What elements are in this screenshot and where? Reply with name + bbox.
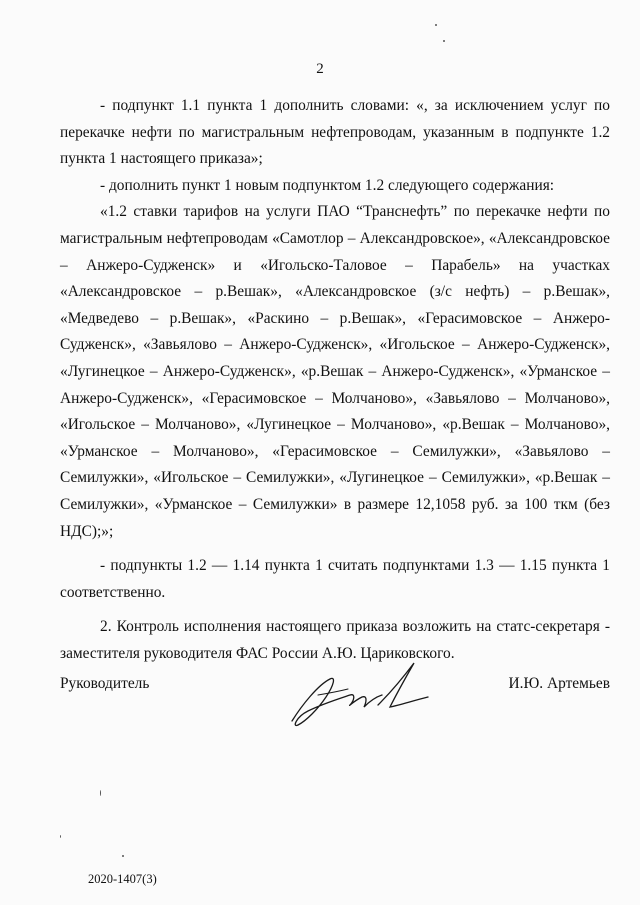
scan-speck	[435, 24, 437, 26]
signatory-name: И.Ю. Артемьев	[508, 675, 610, 692]
page-number: 2	[316, 61, 324, 77]
document-code: 2020-1407(3)	[88, 872, 157, 886]
signatory-title: Руководитель	[60, 675, 150, 692]
paragraph-renumber: - подпункты 1.2 — 1.14 пункта 1 считать подпунктами 1.3 — 1.15 пункта 1 соответственно.	[60, 557, 610, 601]
paragraph-amend-1-1: - подпункт 1.1 пункта 1 дополнить словами: «, за исключением услуг по перекачке нефти по магистральным нефтепроводам, указанным в подпункте 1.2 пункта 1 настоящего приказа»;	[60, 97, 610, 168]
paragraph-control: 2. Контроль исполнения настоящего приказа возложить на статс-секретаря - заместителя руководителя ФАС России А.Ю. Цариковского.	[60, 618, 610, 662]
handwritten-signature	[278, 655, 438, 735]
scan-speck	[122, 855, 124, 857]
paragraph-tariff-rates: «1.2 ставки тарифов на услуги ПАО “Транснефть” по перекачке нефти по магистральным нефтепроводам «Самотлор – Александровское», «Александровское – Анжеро-Судженск» и «Игольско-Таловое – Парабель» на участках «Александровское – р.Вешак», «Александровское (з/с нефть) – р.Вешак», «Медведево – р.Вешак», «Раскино – р.Вешак», «Герасимовское – Анжеро-Судженск», «Завьялово – Анжеро-Судженск», «Игольское – Анжеро-Судженск», «Лугинецкое – Анжеро-Судженск», «р.Вешак – Анжеро-Судженск», «Урманское – Анжеро-Судженск», «Герасимовское – Молчаново», «Завьялово – Молчаново», «Игольское – Молчаново», «Лугинецкое – Молчаново», «р.Вешак – Молчаново», «Урманское – Молчаново», «Герасимовское – Семилужки», «Завьялово – Семилужки», «Игольское – Семилужки», «Лугинецкое – Семилужки», «р.Вешак – Семилужки», «Урманское – Семилужки» в размере 12,1058 руб. за 100 ткм (без НДС);»;	[60, 203, 610, 540]
order-text	[60, 93, 610, 667]
scan-speck	[443, 40, 445, 42]
paragraph-add-1-2: - дополнить пункт 1 новым подпунктом 1.2 следующего содержания:	[100, 176, 555, 194]
scan-speck	[60, 835, 61, 838]
scan-speck	[100, 790, 101, 796]
